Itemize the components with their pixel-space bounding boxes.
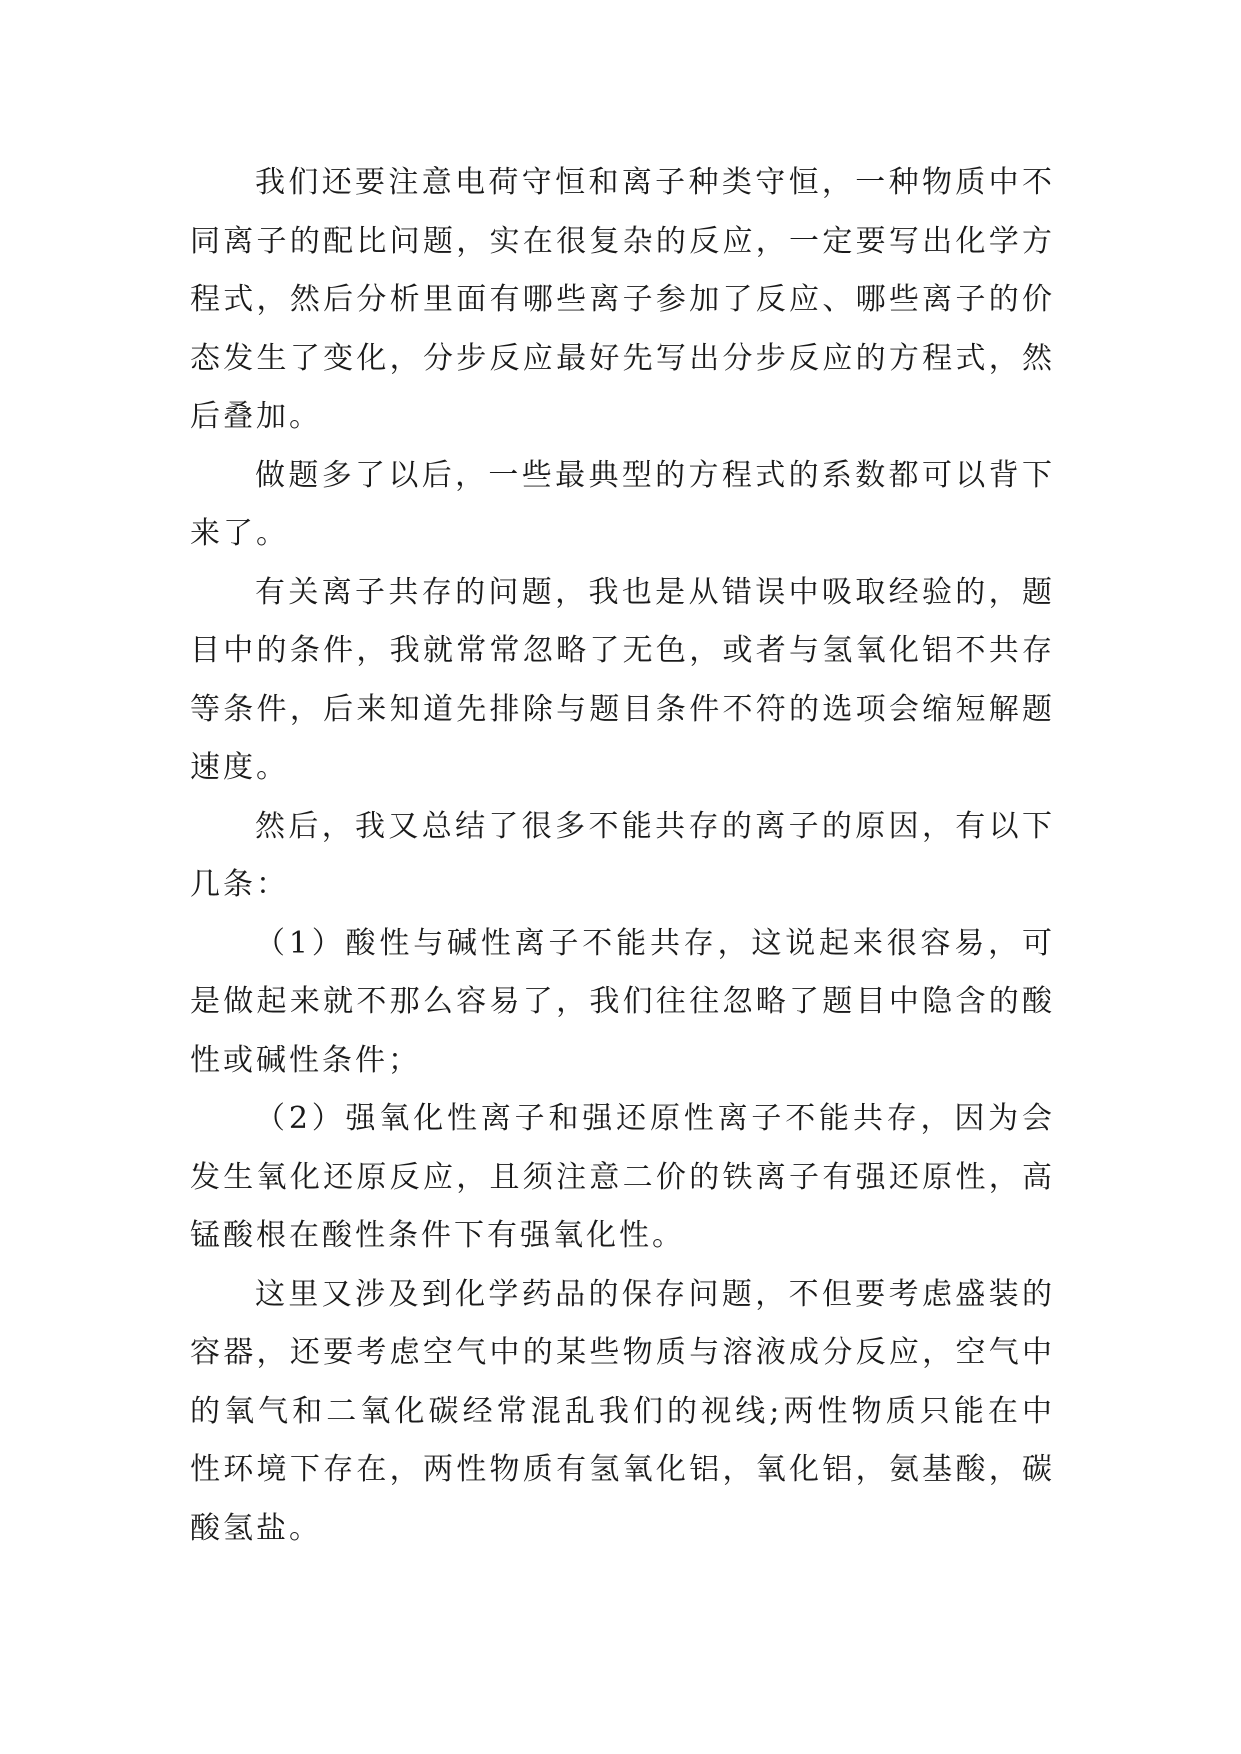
paragraph-equation-coefficients: 做题多了以后，一些最典型的方程式的系数都可以背下来了。 (190, 457, 1055, 551)
paragraph-chemical-storage: 这里又涉及到化学药品的保存问题，不但要考虑盛装的容器，还要考虑空气中的某些物质与溶液成分反应，空气中的氧气和二氧化碳经常混乱我们的视线;两性物质只能在中性环境下存在，两性物质有氢氧化铝，氧化铝，氨基酸，碳酸氢盐。 (190, 1276, 1055, 1546)
body-text (190, 154, 1055, 1558)
paragraph-ion-coexistence: 有关离子共存的问题，我也是从错误中吸取经验的，题目中的条件，我就常常忽略了无色，或者与氢氧化铝不共存等条件，后来知道先排除与题目条件不符的选项会缩短解题速度。 (190, 574, 1055, 785)
paragraph-reasons-intro: 然后，我又总结了很多不能共存的离子的原因，有以下几条： (190, 808, 1055, 902)
paragraph-charge-conservation: 我们还要注意电荷守恒和离子种类守恒，一种物质中不同离子的配比问题，实在很复杂的反应，一定要写出化学方程式，然后分析里面有哪些离子参加了反应、哪些离子的价态发生了变化，分步反应最好先写出分步反应的方程式，然后叠加。 (190, 165, 1055, 434)
paragraph-reason-2: （2）强氧化性离子和强还原性离子不能共存，因为会发生氧化还原反应，且须注意二价的铁离子有强还原性，高锰酸根在酸性条件下有强氧化性。 (190, 1101, 1055, 1253)
paragraph-reason-1: （1）酸性与碱性离子不能共存，这说起来很容易，可是做起来就不那么容易了，我们往往忽略了题目中隐含的酸性或碱性条件； (190, 925, 1055, 1078)
